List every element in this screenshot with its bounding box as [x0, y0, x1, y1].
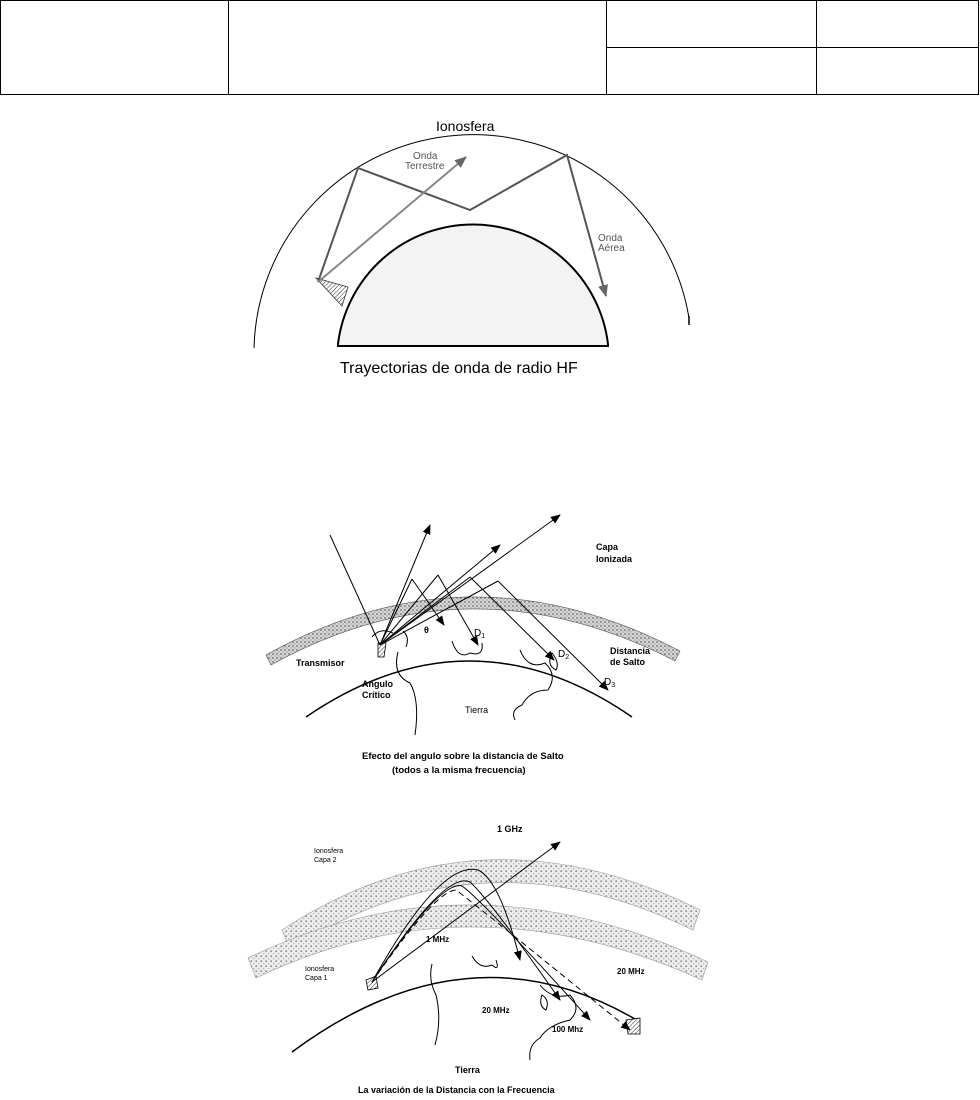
1ghz-label: 1 GHz [497, 824, 523, 834]
transmitter-hatch [366, 976, 378, 990]
earth-label: Tierra [465, 705, 489, 715]
coastline-islands [550, 653, 558, 670]
coastline-right [514, 650, 553, 720]
ionosphere-label: Ionosfera [436, 118, 495, 134]
sky-wave-label-1: Onda [598, 233, 623, 244]
sky-wave-label-2: Aérea [598, 243, 625, 254]
20mhz-left-label: 20 MHz [482, 1006, 510, 1015]
receiver-hatch [626, 1018, 640, 1034]
d3-label: $D_3$ [604, 677, 616, 689]
d1-label: $D_1$ [474, 628, 486, 640]
skip-distance-diagram [0, 505, 980, 805]
earth-shape [338, 224, 608, 346]
ionized-layer-label-1: Capa [596, 542, 619, 552]
ionosphere-layer-1-label-2: Capa 1 [305, 975, 328, 982]
ionosphere-layer-2-label-1: Ionosfera [314, 848, 344, 855]
d2-label: $D_2$ [558, 649, 570, 661]
coastline-left [397, 652, 417, 735]
figure2-caption-2: (todos a la misma frecuencia) [392, 765, 526, 776]
ionized-layer-label-2: Ionizada [596, 554, 633, 564]
critical-angle-label-2: Crítico [362, 690, 391, 700]
ground-wave-label-1: Onda [413, 151, 438, 162]
coastline-islands [541, 995, 548, 1010]
transmitter-label: Transmisor [296, 658, 345, 668]
figure1-caption: Trayectorias de onda de radio HF [340, 360, 578, 377]
ground-wave-label-2: Terrestre [405, 161, 445, 172]
frequency-distance-diagram [0, 820, 980, 1100]
transmitter-hatch [316, 278, 348, 306]
transmitter-hatch [378, 643, 386, 657]
coastline-middle [452, 641, 482, 655]
20mhz-right-label: 20 MHz [617, 967, 645, 976]
figure3-caption: La variación de la Distancia con la Frecuencia [358, 1085, 555, 1095]
earth-label: Tierra [455, 1065, 480, 1075]
1mhz-label: 1 MHz [426, 935, 450, 944]
coastline-middle [472, 956, 497, 968]
skip-distance-label-1: Distancia [610, 646, 651, 656]
figure2-caption-1: Efecto del angulo sobre la distancia de Salto [362, 751, 564, 762]
coastline-left [431, 964, 439, 1045]
ionosphere-layer-1-label-1: Ionosfera [305, 966, 335, 973]
ionosphere-layer-2-label-2: Capa 2 [314, 857, 337, 864]
100mhz-label: 100 Mhz [552, 1025, 584, 1034]
skip-distance-label-2: de Salto [610, 657, 646, 667]
earth-curve [292, 978, 640, 1052]
critical-angle-label-1: Angulo [362, 679, 393, 689]
theta-label: θ [424, 625, 429, 635]
hf-paths-diagram [0, 0, 980, 400]
